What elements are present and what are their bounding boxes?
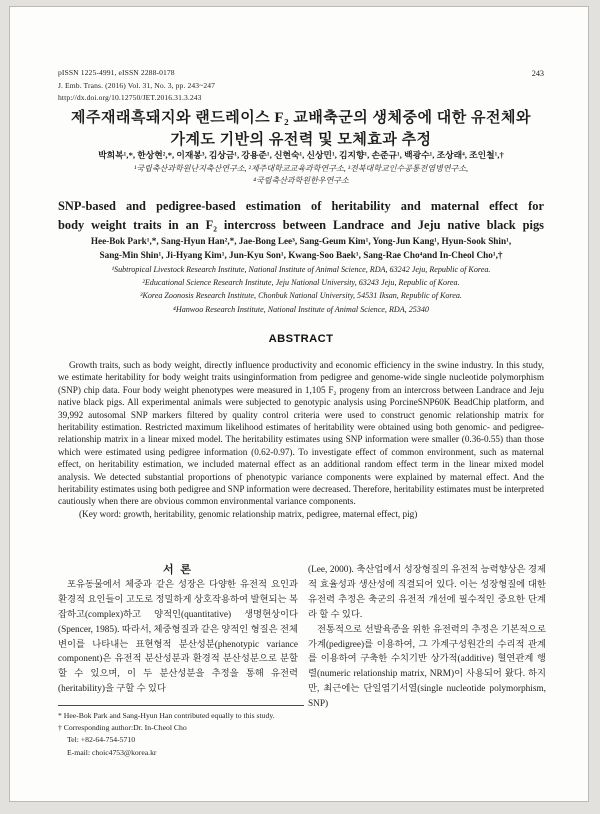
doi-link: http://dx.doi.org/10.12750/JET.2016.31.3.243: [58, 93, 202, 103]
english-affiliation-line: ⁴Hanwoo Research Institute, National Institute of Animal Science, RDA, 25340: [173, 304, 429, 314]
page-header: [58, 67, 544, 105]
abstract-keywords: (Key word: growth, heritability, genomic relationship matrix, pedigree, maternal effect, pig): [79, 508, 418, 519]
intro-left-paragraph: 포유동물에서 체중과 같은 성장은 다양한 유전적 요인과 환경적 요인들이 고도로 정밀하게 상호작용하여 발현되는 복잡하고(complex)하고 양적인(quantitative) 생명현상이다(Spencer, 1985). 따라서, 체중형질과 같은 양적인 형질은 전체변이를 나타내는 표현형적 분산성분(phenotypic variance component)은 유전적 분산성분과 환경적 분산성분으로 분할할 수 있으며, 이 두 분산성분을 추정을 통해 유전력(heritability)을 구할 수 있다: [58, 579, 298, 695]
english-title-line-1: SNP-based and pedigree-based estimation of heritability and maternal effect for: [58, 199, 544, 213]
english-affiliation-line: ³Korea Zoonosis Research Institute, Chonbuk National University, 54531 Iksan, Republic of Korea.: [140, 291, 462, 301]
journal-info-block: [58, 67, 215, 105]
abstract-section: [58, 359, 544, 520]
footnote-equal-contribution: * Hee-Bok Park and Sang-Hyun Han contributed equally to this study.: [58, 711, 275, 720]
journal-citation: J. Emb. Trans. (2016) Vol. 31, No. 3, pp. 243~247: [58, 80, 216, 90]
korean-title-line-1: 제주재래흑돼지와 랜드레이스 F₂ 교배축군의 생체중에 대한 유전체와: [71, 110, 531, 126]
footnote-email: E-mail: choic4753@korea.kr: [67, 747, 157, 757]
korean-affiliation-line-2: ⁴국립축산과학원한우연구소: [253, 176, 349, 186]
korean-affiliations: [34, 163, 568, 187]
korean-title-line-2: 가계도 기반의 유전력 및 모체효과 추정: [170, 131, 432, 148]
footnote-block: [58, 705, 304, 759]
intro-right-paragraph-2: 전통적으로 선발육종을 위한 유전력의 추정은 기본적으로 가계(pedigree)를 이용하여, 그 가계구성원간의 수리적 관계를 이용하여 구축한 수치기반 상가적(additive) 혈연관계 행렬(numeric relationship matrix, NRM)이 사용되어 왔다. 하지만, 최근에는 단일염기서열(single nucleotide polymorphism, SNP): [308, 624, 546, 710]
korean-title: [34, 108, 568, 151]
journal-issn: pISSN 1225-4991, eISSN 2288-0178: [58, 68, 175, 77]
english-authors-line-2: Sang-Min Shin¹, Ji-Hyang Kim¹, Jun-Kyu Son¹, Kwang-Soo Baek¹, Sang-Rae Cho⁴and In-Cheol Cho¹,†: [99, 249, 503, 260]
english-affiliation-line: ²Educational Science Research Institute, Jeju National University, 63243 Jeju, Republic of Korea.: [142, 278, 460, 288]
english-title: [58, 197, 544, 235]
footnote-corresponding-author: † Corresponding author:Dr. In-Cheol Cho: [58, 723, 187, 733]
paper-page: [9, 6, 589, 802]
korean-authors: 박희복¹,*, 한상현²,*, 이재봉³, 김상금¹, 강용준¹, 신현숙¹, 신상민¹, 김지향¹, 손준규¹, 백광수¹, 조상래⁴, 조인철¹,†: [98, 150, 504, 160]
introduction-heading: 서 론: [162, 564, 193, 576]
english-affiliations: [50, 263, 552, 316]
english-authors-line-1: Hee-Bok Park¹,*, Sang-Hyun Han²,*, Jae-Bong Lee³, Sang-Geum Kim¹, Yong-Jun Kang¹, Hyun-Sook Shin¹,: [90, 236, 512, 246]
english-authors: [50, 235, 552, 262]
intro-right-paragraph-1: (Lee, 2000). 축산업에서 성장형질의 유전적 능력향상은 경제적 효율성과 생산성에 직결되어 있다. 이는 성장형질에 대한 유전력 추정은 축군의 유전적 개선에 필수적인 중요한 단계라 할 수 있다.: [308, 565, 546, 620]
korean-affiliation-line-1: ¹국립축산과학원난지축산연구소, ²제주대학교교육과학연구소, ³전북대학교인수공통전염병연구소,: [133, 164, 469, 173]
intro-left-column: [58, 563, 298, 697]
footnote-tel: Tel: +82-64-754-5710: [67, 735, 136, 745]
intro-right-column: [308, 563, 546, 712]
english-title-line-2: body weight traits in an F₂ intercross between Landrace and Jeju native black pigs: [58, 218, 544, 232]
page-number: 243: [531, 69, 544, 78]
english-affiliation-line: ¹Subtropical Livestock Research Institute, National Institute of Animal Science, RDA, 63242 Jeju, Republic of Korea.: [111, 265, 491, 274]
abstract-heading: ABSTRACT: [268, 333, 334, 345]
abstract-text: Growth traits, such as body weight, directly influence productivity and economic efficiency in the swine industry. In this study, we estimate heritability for body weight traits usinginformation from pedigree and genome-wide single nucleotide polymorphism (SNP) chip data. Four body weight phenotypes were measured in 1,105 F₂ progeny from an intercross between Landrace and Jeju native black pigs. All experimental animals were subjected to genotypic analysis using PorcineSNP60K BeadChip platform, and 39,992 autosomal SNP markers filtered by quality control criteria were used to construct genomic relationship matrix for heritability estimation. Restricted maximum likelihood estimates of heritability were obtained using both genomic- and pedigree- relationship matrix in a linear mixed model. The heritability estimates using SNP information were smaller (0.36-0.55) than those which were estimated using pedigree information (0.62-0.97). To investigate effect of common environment, such as maternal effect, on heritability estimation, we included maternal effect as an additional random effect term in the linear mixed model analysis. We detected substantial proportions of phenotypic variance components were explained by maternal effect. And the heritability estimates using both pedigree and SNP information were decreased. Therefore, heritability estimates must be interpreted cautiously when there are obvious common environmental variance components.: [58, 360, 544, 507]
